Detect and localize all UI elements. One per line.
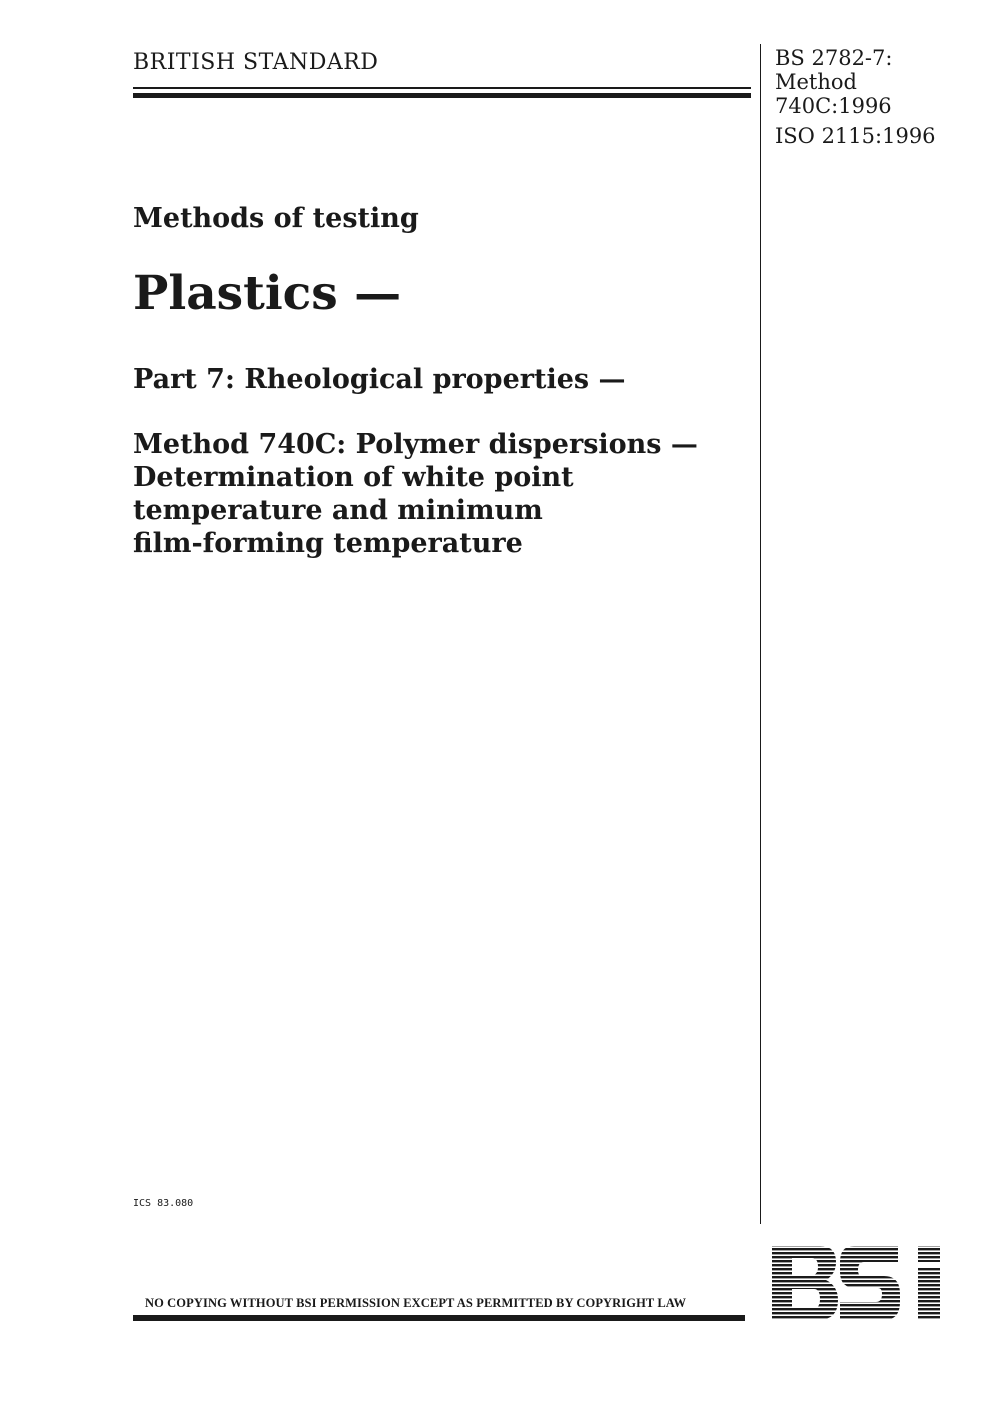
method-title-line: Method 740C: Polymer dispersions — [133, 429, 698, 460]
vertical-divider [760, 44, 761, 1224]
designation-bs-line: 740C:1996 [775, 94, 892, 118]
designation-bs-line: Method [775, 70, 857, 94]
standard-designation [775, 46, 936, 148]
bottom-rule [133, 1315, 745, 1321]
header-rule-thick [133, 93, 751, 98]
designation-bs-line: BS 2782-7: [775, 46, 893, 70]
bsi-logo-icon [770, 1244, 946, 1322]
designation-iso: ISO 2115:1996 [775, 124, 936, 148]
method-title [133, 428, 743, 560]
method-title-line: film-forming temperature [133, 528, 523, 559]
series-title: Methods of testing [133, 203, 419, 234]
header-rule-thin [133, 87, 751, 89]
copyright-notice: NO COPYING WITHOUT BSI PERMISSION EXCEPT AS PERMITTED BY COPYRIGHT LAW [145, 1296, 687, 1310]
bsi-logo-graphic [770, 1244, 946, 1322]
method-title-line: Determination of white point [133, 462, 574, 493]
ics-code: ICS 83.080 [133, 1198, 194, 1209]
method-title-line: temperature and minimum [133, 495, 543, 526]
header-label: BRITISH STANDARD [133, 50, 379, 75]
part-title: Part 7: Rheological properties — [133, 364, 626, 395]
main-title: Plastics — [133, 266, 402, 321]
